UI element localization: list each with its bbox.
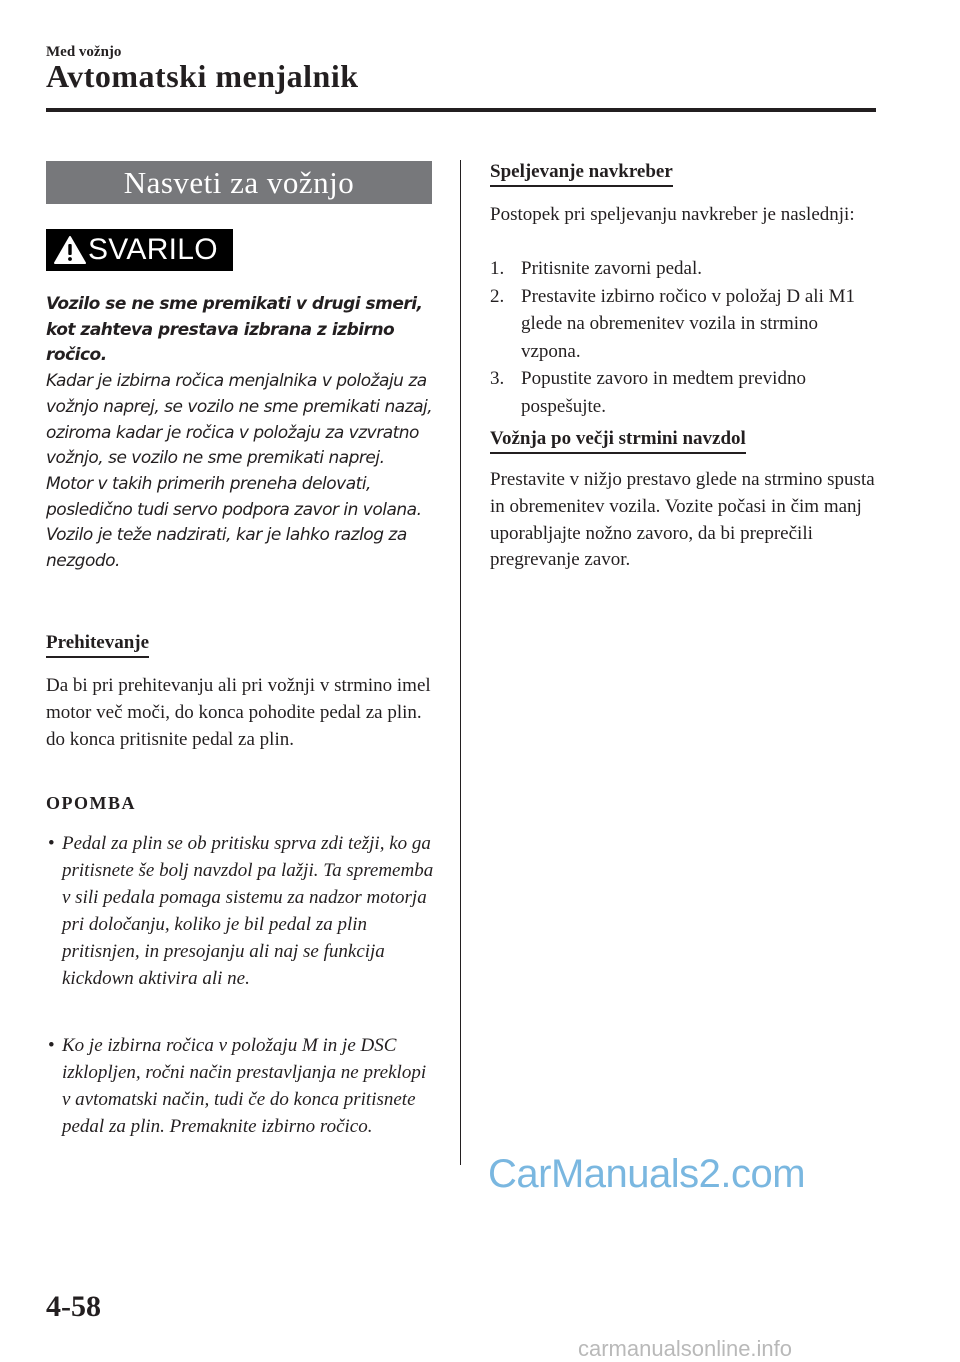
step-text: Pritisnite zavorni pedal. [521,258,702,279]
header-rule [46,108,876,112]
warning-lead: Vozilo se ne sme premikati v drugi smeri, kot zahteva prestava izbrana z izbirno ročico. [46,294,423,366]
note-item [48,1032,436,1140]
warning-text [46,292,436,575]
step-item [490,255,875,283]
warning-body: Kadar je izbirna ročica menjalnika v položaju za vožnjo naprej, se vozilo ne sme premikati nazaj, oziroma kadar je ročica v položaju za vzvratno vožnjo, se vozilo ne sme premikati naprej. Motor v takih primerih preneha delovati, posledično tudi servo podpora zavor in volana. Vozilo je teže nadzirati, kar je lahko razlog za nezgodo. [46,371,433,572]
step-number: 2. [490,285,505,307]
chapter-title: Avtomatski menjalnik [46,58,359,94]
uphill-intro: Postopek pri speljevanju navkreber je naslednji: [490,204,855,225]
bullet-icon: • [48,1035,55,1056]
source-watermark: carmanualsonline.info [578,1336,793,1361]
overtaking-text: Da bi pri prehitevanju ali pri vožnji v strmino imel motor več moči, do konca pohodite pedal za plin. do konca pritisnite pedal za plin. [46,675,431,751]
uphill-heading: Speljevanje navkreber [490,161,673,187]
warning-triangle-icon [46,229,86,271]
step-number: 1. [490,258,505,279]
note-item-text: Pedal za plin se ob pritisku sprva zdi težji, ko ga pritisnete še bolj navzdol pa lažji. Ta sprememba v sili pedala pomaga sistemu za nadzor motorja pri določanju, koliko je bil pedal za plin pritisnjen, in presojanju ali naj se funkcija kickdown aktivira ali ne. [62,833,434,989]
page-number: 4-58 [46,1290,101,1323]
note-label: OPOMBA [46,793,136,813]
step-text: Popustite zavoro in medtem previdno pospešujte. [521,368,806,417]
overtaking-heading: Prehitevanje [46,632,149,658]
step-item [490,365,875,420]
warning-badge [46,229,233,271]
step-item [490,283,875,366]
downhill-text: Prestavite v nižjo prestavo glede na strmino spusta in obremenitev vozila. Vozite počasi in čim manj uporabljajte nožno zavoro, da bi preprečili pregrevanje zavor. [490,469,875,571]
step-number: 3. [490,368,505,389]
step-text: Prestavite izbirno ročico v položaj D ali M1 glede na obremenitev vozila in strmino vzpona. [521,285,855,362]
watermark-logo: CarManuals2.com [488,1152,806,1196]
section-banner: Nasveti za vožnjo [46,161,432,204]
bullet-icon: • [48,833,55,854]
column-divider [460,160,461,1165]
section-label: Med vožnjo [46,44,122,60]
warning-label: SVARILO [88,233,218,266]
downhill-heading: Vožnja po večji strmini navzdol [490,428,746,454]
note-item [48,830,436,992]
note-item-text: Ko je izbirna ročica v položaju M in je DSC izklopljen, ročni način prestavljanja ne preklopi v avtomatski način, tudi če do konca pritisnete pedal za plin. Premaknite izbirno ročico. [62,1035,427,1137]
uphill-steps [490,255,875,420]
